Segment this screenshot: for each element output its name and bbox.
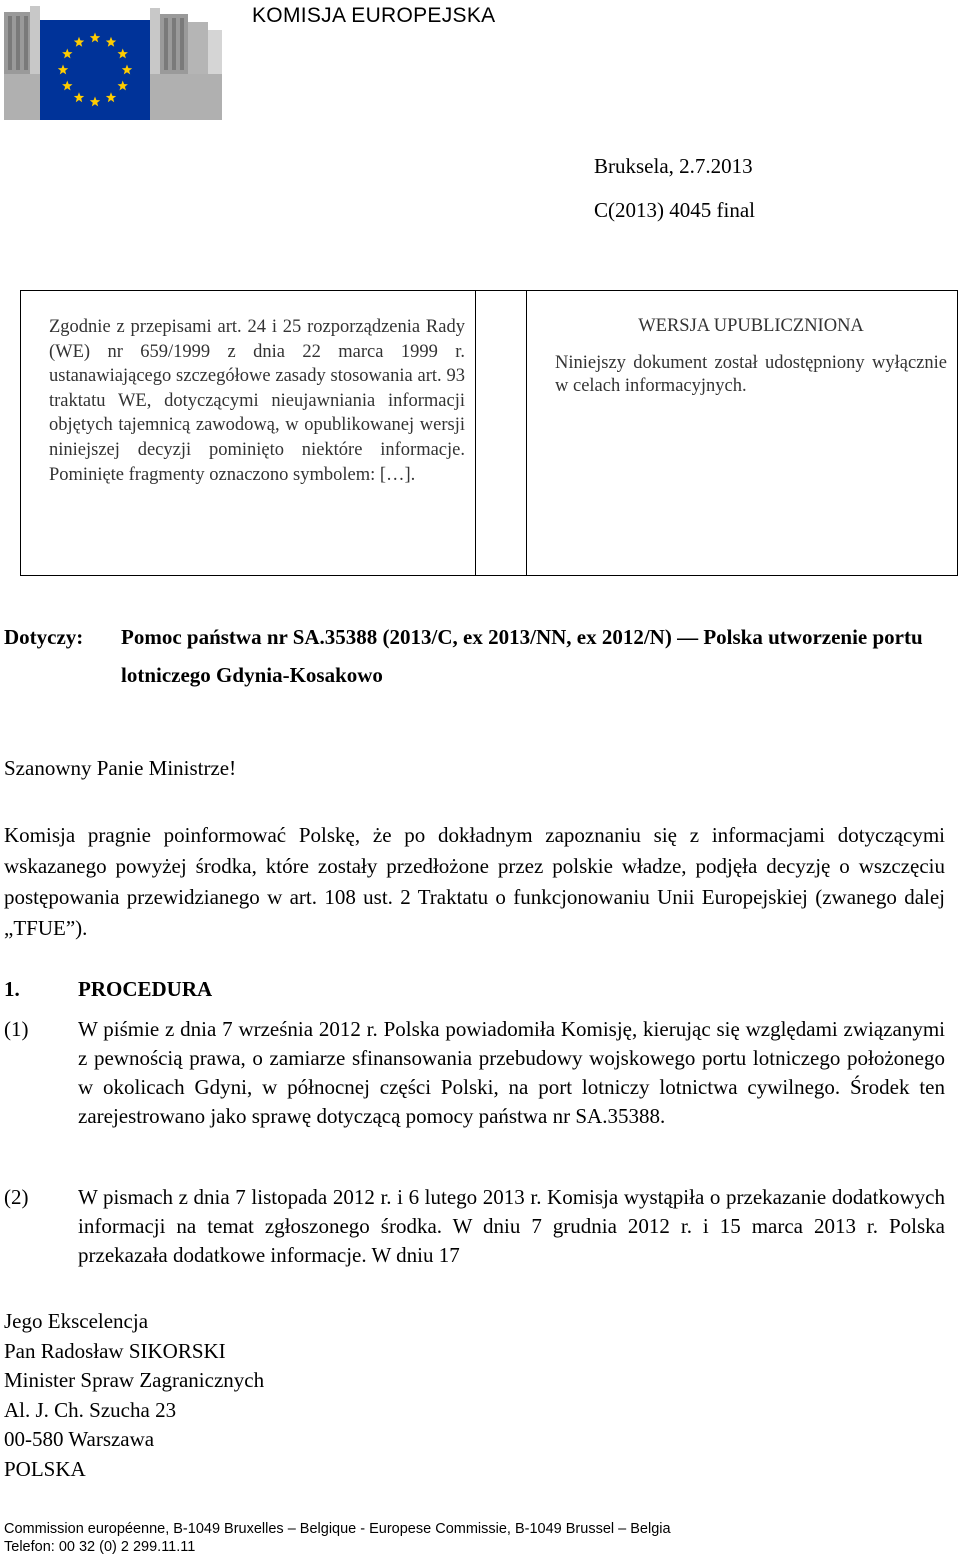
european-commission-logo xyxy=(0,0,240,130)
subject-label: Dotyczy: xyxy=(4,625,84,649)
intro-paragraph: Komisja pragnie poinformować Polskę, że po dokładnym zapoznaniu się z informacjami dotyczącymi wskazanego powyżej środka, które zostały przedłożone przez polskie władze, podjęła decyzję o wszczęciu postępowania przewidzianego w art. 108 ust. 2 Traktatu o funkcjonowaniu Unii Europejskiej (zwanego dalej „TFUE”). xyxy=(4,823,945,940)
subject-text: Pomoc państwa nr SA.35388 (2013/C, ex 2013/NN, ex 2012/N) — Polska utworzenie portu lotniczego Gdynia-Kosakowo xyxy=(121,625,923,687)
paragraph-text: W piśmie z dnia 7 września 2012 r. Polska powiadomiła Komisję, kierując się względami związanymi z pewnością prawa, o zamiarze sfinansowania przebudowy wojskowego portu lotniczego położonego w okolicach Gdyni, w północnej części Polski, na port lotniczy lotnictwa cywilnego. Środek ten zarejestrowano jako sprawę dotyczącą pomocy państwa nr SA.35388. xyxy=(78,1017,945,1128)
section-title: PROCEDURA xyxy=(78,977,213,1001)
address-line: Jego Ekscelencja xyxy=(4,1309,149,1333)
paragraph-number: (1) xyxy=(4,1017,29,1041)
confidentiality-notice-text: Zgodnie z przepisami art. 24 i 25 rozporządzenia Rady (WE) nr 659/1999 z dnia 22 marca 1999 r. ustanawiającego szczegółowe zasady stosowania art. 93 traktatu WE, dotyczącymi nieujawniania informacji objętych tajemnicą zawodową, w opublikowanej wersji niniejszej decyzji pominięto niektóre informacje. Pominięte fragmenty oznaczono symbolem: […]. xyxy=(49,317,465,485)
recipient-address xyxy=(4,1307,264,1484)
footer-phone: Telefon: 00 32 (0) 2 299.11.11 xyxy=(4,1539,196,1555)
public-version-notice xyxy=(555,315,947,398)
address-line: Al. J. Ch. Szucha 23 xyxy=(4,1397,177,1422)
footer-address: Commission européenne, B-1049 Bruxelles – Belgique - Europese Commissie, B-1049 Brussel – Belgia xyxy=(4,1521,671,1537)
public-version-title: WERSJA UPUBLICZNIONA xyxy=(638,316,864,336)
box-divider xyxy=(475,291,527,575)
address-line: Pan Radosław SIKORSKI xyxy=(4,1338,226,1363)
section-number: 1. xyxy=(4,977,20,1001)
document-reference: C(2013) 4045 final xyxy=(594,198,755,222)
address-line: POLSKA xyxy=(4,1456,86,1481)
public-version-text: Niniejszy dokument został udostępniony wyłącznie w celach informacyjnych. xyxy=(555,353,947,396)
address-line: Minister Spraw Zagranicznych xyxy=(4,1368,265,1392)
confidentiality-notice-box xyxy=(20,290,958,576)
paragraph-text: W pismach z dnia 7 listopada 2012 r. i 6 lutego 2013 r. Komisja wystąpiła o przekazanie dodatkowych informacji na temat zgłoszonego środka. W dniu 7 grudnia 2012 r. i 15 marca 2013 r. Polska przekazała dodatkowe informacje. W dniu 17 xyxy=(78,1185,945,1267)
place-date: Bruksela, 2.7.2013 xyxy=(594,154,753,178)
eu-flag-building-icon xyxy=(0,0,240,130)
paragraph-number: (2) xyxy=(4,1185,29,1209)
organization-name: KOMISJA EUROPEJSKA xyxy=(252,4,496,27)
salutation: Szanowny Panie Ministrze! xyxy=(4,756,237,780)
page-footer xyxy=(4,1520,671,1556)
address-line: 00-580 Warszawa xyxy=(4,1427,155,1451)
